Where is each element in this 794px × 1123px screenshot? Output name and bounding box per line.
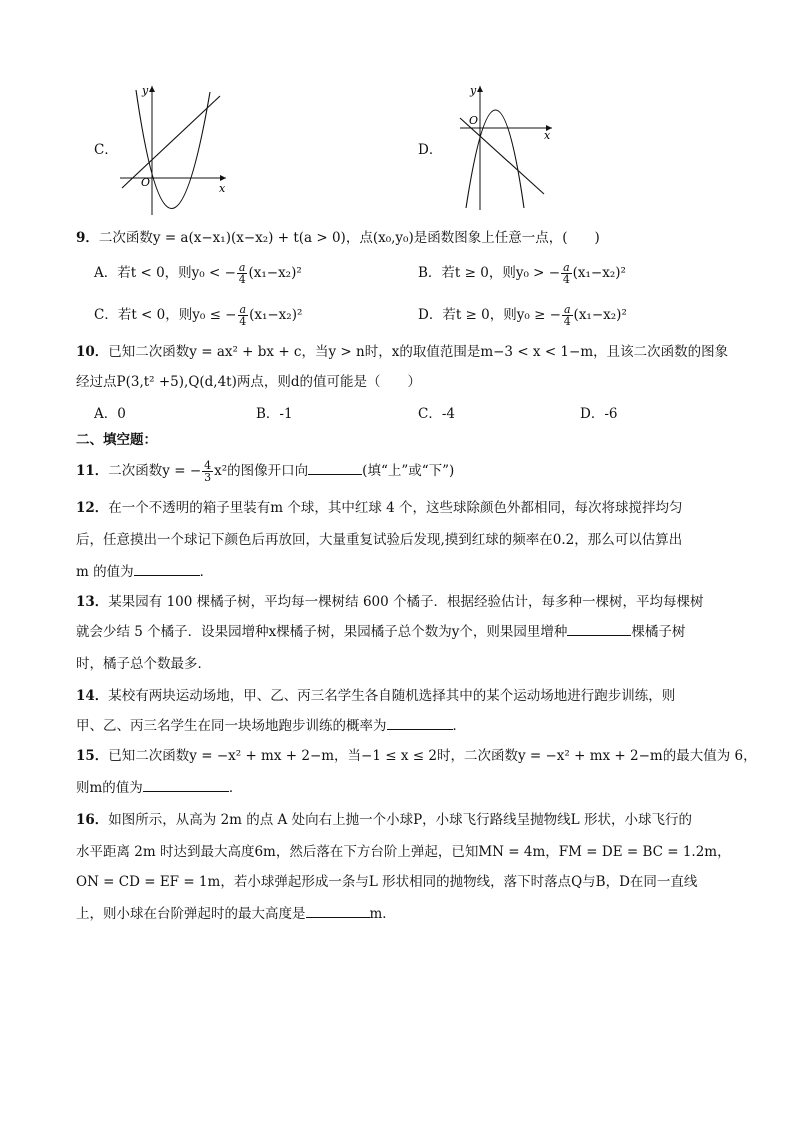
question-12-line-2: 后，任意摸出一个球记下颜色后再放回，大量重复试验后发现,摸到红球的频率在0.2，那么可以估算出 bbox=[76, 532, 683, 548]
question-16-line-3: ON = CD = EF = 1m，若小球弹起形成一条与L 形状相同的抛物线，落下时落点Q与B，D在同一直线 bbox=[76, 874, 698, 890]
answer-blank[interactable] bbox=[567, 623, 631, 636]
question-text-tail: x²的图像开口向 bbox=[214, 463, 309, 479]
question-text: 甲、乙、丙三名学生在同一块场地跑步训练的概率为 bbox=[76, 718, 387, 734]
question-14-line-2 bbox=[76, 716, 466, 736]
q9-option-a bbox=[94, 262, 302, 285]
option-text-tail: (x₁−x₂)² bbox=[572, 265, 626, 281]
question-16 bbox=[76, 810, 692, 830]
option-label: B． bbox=[256, 406, 280, 422]
question-9 bbox=[76, 228, 600, 248]
question-text: 某果园有 100 棵橘子树，平均每一棵树结 600 个橘子．根据经验估计，每多种一棵树，平均每棵树 bbox=[108, 594, 704, 610]
option-text-tail: (x₁−x₂)² bbox=[249, 307, 303, 323]
denominator: 4 bbox=[562, 273, 570, 286]
question-number: 13． bbox=[76, 594, 109, 610]
question-13-line-3: 时，橘子总个数最多． bbox=[76, 656, 211, 672]
question-text: 二次函数y = − bbox=[108, 463, 202, 479]
line-graph bbox=[460, 118, 544, 194]
question-text: 在一个不透明的箱子里装有m 个球，其中红球 4 个，这些球除颜色外都相同，每次将球搅拌均匀 bbox=[108, 500, 683, 516]
question-10 bbox=[76, 342, 728, 362]
question-13 bbox=[76, 592, 704, 612]
option-label: C． bbox=[418, 406, 442, 422]
question-number: 12． bbox=[76, 500, 109, 516]
question-number: 14． bbox=[76, 688, 109, 704]
option-text-tail: (x₁−x₂)² bbox=[248, 265, 302, 281]
question-stem: 二次函数y = a(x−x₁)(x−x₂) + t(a > 0)，点(x₀,y₀)是函数图象上任意一点，( ) bbox=[98, 230, 600, 246]
q10-option-b bbox=[256, 404, 293, 424]
option-c-label: C． bbox=[94, 142, 118, 158]
fraction bbox=[237, 262, 248, 285]
numerator: a bbox=[563, 303, 571, 316]
q9-option-c bbox=[94, 304, 302, 327]
option-text: 若t ≥ 0，则y₀ ≥ − bbox=[442, 307, 561, 323]
origin-label: O bbox=[469, 114, 479, 127]
question-hint: (填“上”或“下”) bbox=[362, 463, 455, 479]
numerator: 4 bbox=[204, 459, 212, 472]
option-label: B． bbox=[418, 265, 442, 281]
denominator: 4 bbox=[238, 273, 246, 286]
question-text-tail: m． bbox=[369, 906, 396, 922]
fraction bbox=[238, 304, 249, 327]
q10-option-d bbox=[580, 404, 617, 424]
option-label: D． bbox=[418, 307, 443, 323]
fraction bbox=[562, 304, 573, 327]
y-axis-label: y bbox=[470, 84, 477, 97]
option-value: -6 bbox=[604, 406, 618, 422]
fraction bbox=[561, 262, 572, 285]
question-16-line-4 bbox=[76, 904, 396, 924]
option-text: 若t < 0，则y₀ ≤ − bbox=[117, 307, 237, 323]
y-axis-label: y bbox=[142, 84, 149, 97]
question-16-line-2: 水平距离 2m 时达到最大高度6m，然后落在下方台阶上弹起，已知MN = 4m，FM = DE = BC = 1.2m， bbox=[76, 844, 731, 860]
question-text: 已知二次函数y = −x² + mx + 2−m，当−1 ≤ x ≤ 2时，二次函数y = −x² + mx + 2−m的最大值为 6， bbox=[108, 748, 757, 764]
option-label: C． bbox=[94, 307, 118, 323]
line-graph bbox=[122, 96, 220, 188]
answer-blank[interactable] bbox=[143, 779, 229, 792]
origin-label: O bbox=[141, 176, 151, 189]
denominator: 4 bbox=[239, 315, 247, 328]
question-text: 如图所示，从高为 2m 的点 A 处向右上抛一个小球P，小球飞行路线呈抛物线L 形状，小球飞行的 bbox=[108, 812, 692, 828]
graph-d bbox=[456, 82, 556, 212]
q10-option-a bbox=[94, 404, 126, 424]
option-value: -1 bbox=[279, 406, 293, 422]
question-text-tail: ． bbox=[228, 780, 243, 796]
question-number: 10． bbox=[76, 344, 109, 360]
question-text: 则m的值为 bbox=[76, 780, 143, 796]
question-number: 16． bbox=[76, 812, 109, 828]
question-13-line-2 bbox=[76, 622, 685, 642]
x-axis-label: x bbox=[219, 182, 226, 195]
question-text-tail: 棵橘子树 bbox=[631, 624, 686, 640]
q10-option-c bbox=[418, 404, 455, 424]
denominator: 4 bbox=[563, 315, 571, 328]
option-label: D． bbox=[580, 406, 605, 422]
denominator: 3 bbox=[204, 471, 212, 484]
parabola bbox=[136, 90, 210, 209]
answer-blank[interactable] bbox=[306, 905, 370, 918]
question-text: 上，则小球在台阶弹起时的最大高度是 bbox=[76, 906, 306, 922]
answer-blank[interactable] bbox=[308, 462, 362, 475]
option-value: 0 bbox=[117, 406, 126, 422]
question-15-line-2 bbox=[76, 778, 242, 798]
option-label: A． bbox=[94, 265, 118, 281]
fraction bbox=[202, 460, 213, 483]
numerator: a bbox=[238, 261, 246, 274]
question-11 bbox=[76, 460, 454, 483]
question-number: 9． bbox=[76, 230, 99, 246]
question-number: 15． bbox=[76, 748, 109, 764]
option-value: -4 bbox=[441, 406, 455, 422]
section-heading: 二、填空题： bbox=[76, 432, 157, 448]
question-text: m 的值为 bbox=[76, 564, 134, 580]
option-label: A． bbox=[94, 406, 118, 422]
question-12-line-3 bbox=[76, 562, 213, 582]
question-text-tail: ． bbox=[452, 718, 466, 734]
option-text: 若t ≥ 0，则y₀ > − bbox=[441, 265, 561, 281]
option-text-tail: (x₁−x₂)² bbox=[573, 307, 627, 323]
answer-blank[interactable] bbox=[134, 563, 200, 576]
question-14 bbox=[76, 686, 675, 706]
option-text: 若t < 0，则y₀ < − bbox=[117, 265, 236, 281]
graph-c bbox=[118, 82, 230, 217]
numerator: a bbox=[563, 261, 570, 274]
answer-blank[interactable] bbox=[387, 717, 453, 730]
question-number: 11． bbox=[76, 463, 109, 479]
question-12 bbox=[76, 498, 683, 518]
x-axis-label: x bbox=[544, 129, 551, 142]
numerator: a bbox=[239, 303, 247, 316]
option-d-label: D． bbox=[418, 142, 443, 158]
question-text-tail: ． bbox=[199, 564, 214, 580]
question-text: 就会少结 5 个橘子．设果园增种x棵橘子树，果园橘子总个数为y个，则果园里增种 bbox=[76, 624, 568, 640]
q9-option-d bbox=[418, 304, 627, 327]
question-text: 某校有两块运动场地，甲、乙、丙三名学生各自随机选择其中的某个运动场地进行跑步训练，则 bbox=[108, 688, 676, 704]
question-10-line-2: 经过点P(3,t² +5),Q(d,4t)两点，则d的值可能是（ ） bbox=[76, 374, 422, 390]
q9-option-b bbox=[418, 262, 626, 285]
question-stem: 已知二次函数y = ax² + bx + c，当y > n时，x的取值范围是m−3 < x < 1−m，且该二次函数的图象 bbox=[108, 344, 729, 360]
question-15 bbox=[76, 746, 757, 766]
